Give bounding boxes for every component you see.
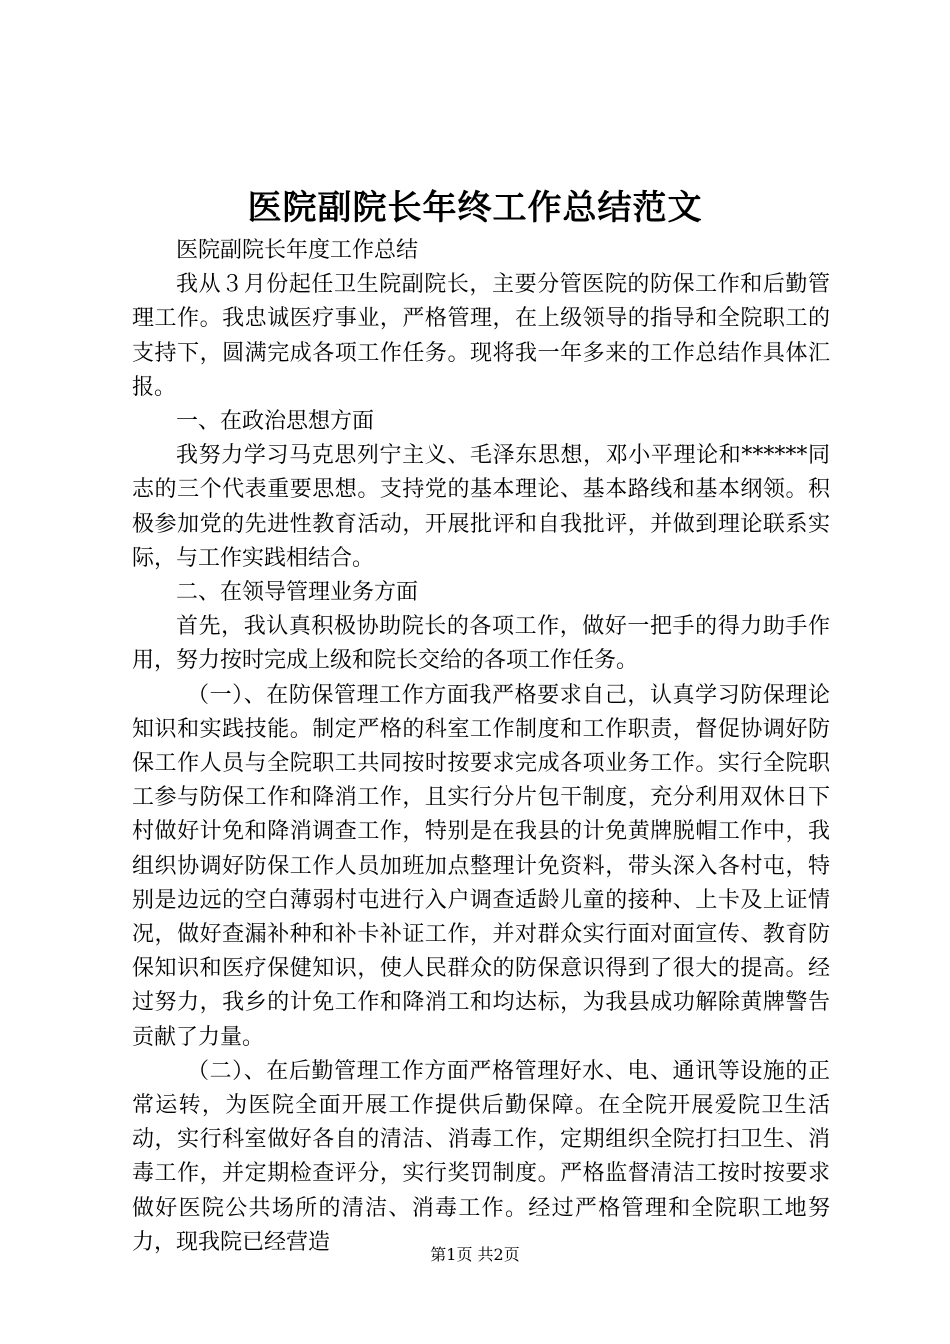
page-footer: 第1页 共2页 [430, 1245, 520, 1264]
document-title: 医院副院长年终工作总结范文 [247, 188, 703, 228]
paragraph-subtitle: 医院副院长年度工作总结 [176, 238, 419, 263]
paragraph-logistics: （二）、在后勤管理工作方面严格管理好水、电、通讯等设施的正常运转，为医院全面开展工作提供后勤保障。在全院开展爱院卫生活动，实行科室做好各自的清洁、消毒工作，定期组织全院打扫卫生、消毒工作，并定期检查评分，实行奖罚制度。严格监督清洁工按时按要求做好医院公共场所的清洁、消毒工作。经过严格管理和全院职工地努力，现我院已经营造 [132, 1058, 830, 1255]
section-heading-political: 一、在政治思想方面 [176, 409, 375, 435]
paragraph-political: 我努力学习马克思列宁主义、毛泽东思想，邓小平理论和******同志的三个代表重要思想。支持党的基本理论、基本路线和基本纲领。积极参加党的先进性教育活动，开展批评和自我批评，并做到理论联系实际，与工作实践相结合。 [132, 443, 830, 571]
section-heading-management: 二、在领导管理业务方面 [176, 580, 419, 606]
paragraph-management: 首先，我认真积极协助院长的各项工作，做好一把手的得力助手作用，努力按时完成上级和院长交给的各项工作任务。 [132, 614, 830, 674]
document-body [132, 234, 830, 1260]
paragraph-epidemic-prevention: （一）、在防保管理工作方面我严格要求自己，认真学习防保理论知识和实践技能。制定严格的科室工作制度和工作职责，督促协调好防保工作人员与全院职工共同按时按要求完成各项业务工作。实行全院职工参与防保工作和降消工作，且实行分片包干制度，充分利用双休日下村做好计免和降消调查工作，特别是在我县的计免黄牌脱帽工作中，我组织协调好防保工作人员加班加点整理计免资料，带头深入各村屯，特别是边远的空白薄弱村屯进行入户调查适龄儿童的接种、上卡及上证情况，做好查漏补种和补卡补证工作，并对群众实行面对面宣传、教育防保知识和医疗保健知识，使人民群众的防保意识得到了很大的提高。经过努力，我乡的计免工作和降消工和均达标，为我县成功解除黄牌警告贡献了力量。 [132, 682, 830, 1050]
paragraph-intro: 我从３月份起任卫生院副院长，主要分管医院的防保工作和后勤管理工作。我忠诚医疗事业，严格管理，在上级领导的指导和全院职工的支持下，圆满完成各项工作任务。现将我一年多来的工作总结作具体汇报。 [132, 272, 830, 400]
